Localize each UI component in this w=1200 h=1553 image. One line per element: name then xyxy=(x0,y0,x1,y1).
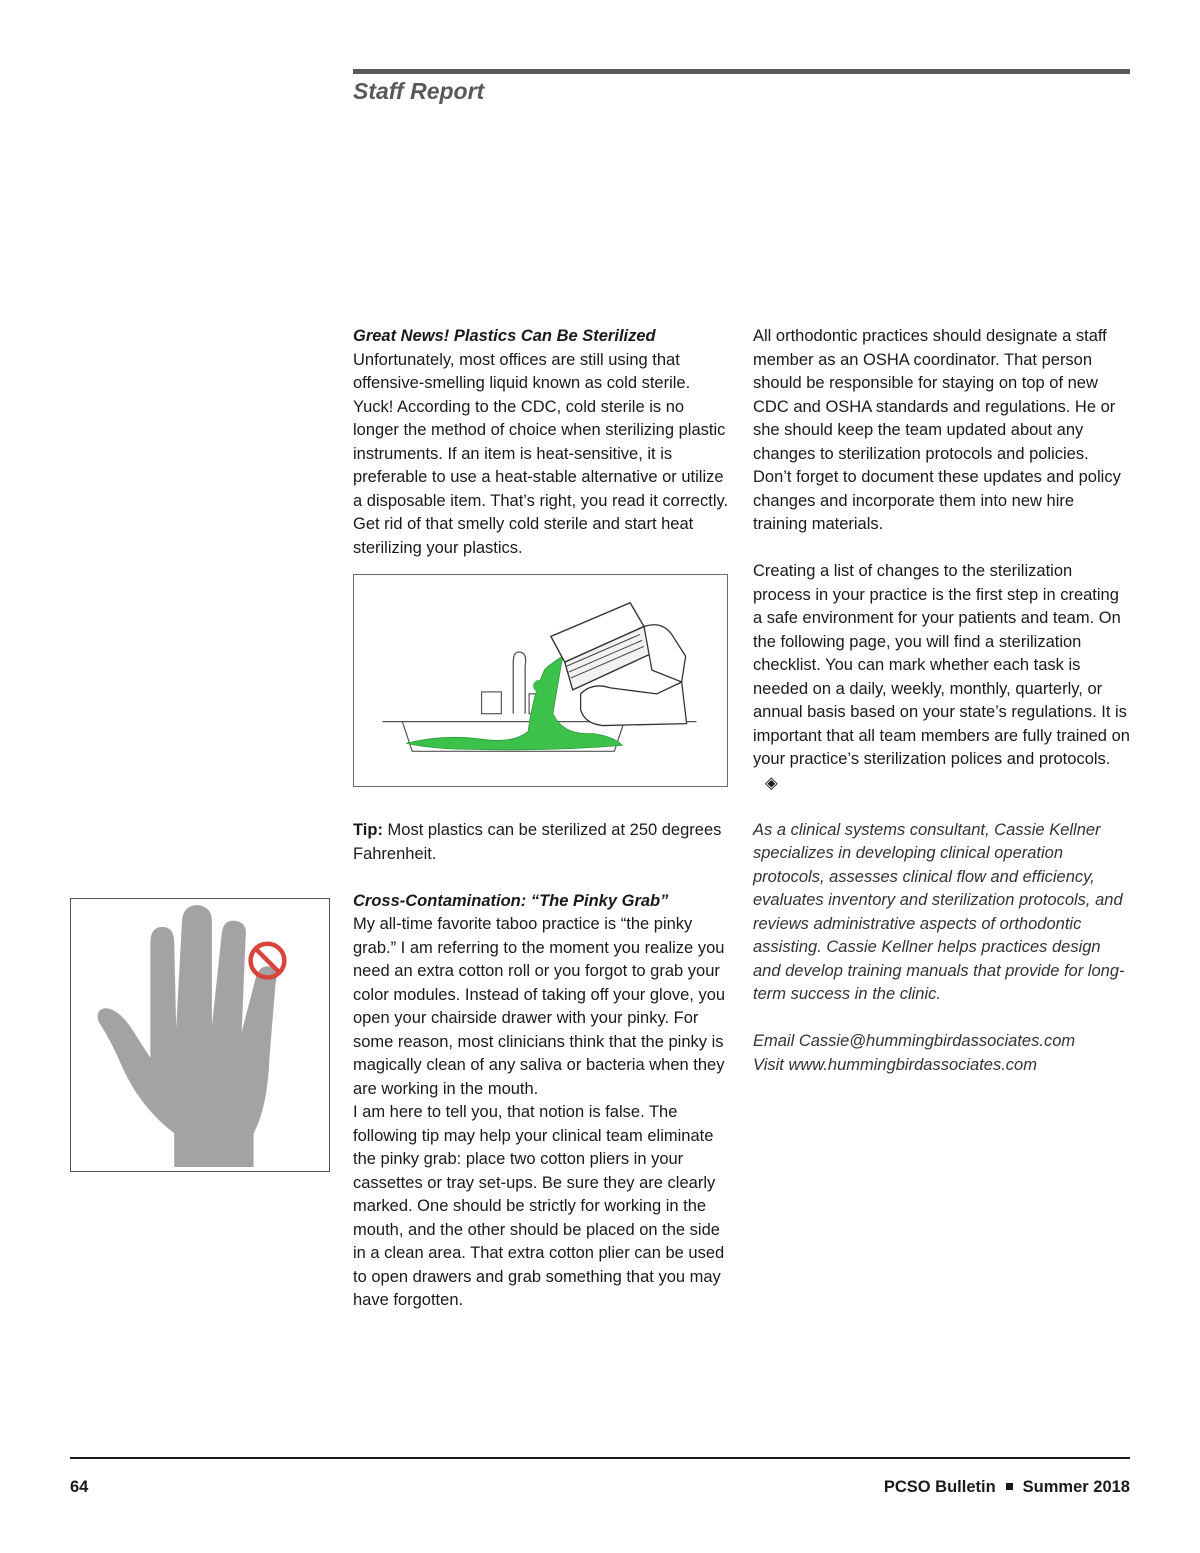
website-link[interactable]: www.hummingbirdassociates.com xyxy=(788,1055,1037,1074)
heading-pinky-grab: Cross-Contamination: “The Pinky Grab” xyxy=(353,891,669,910)
header-rule xyxy=(353,69,1130,74)
publication-info xyxy=(884,1478,1130,1497)
sink-pour-image xyxy=(354,575,727,786)
tip-label: Tip: xyxy=(353,821,383,839)
paragraph-checklist-text: Creating a list of changes to the sterilization process in your practice is the first step in creating a safe environment for your patients and team. On the following page, you will find a sterilization checklist. You can mark whether each task is needed on a daily, weekly, monthly, quarterly, or annual basis based on your state’s regulations. It is important that all team members are fully trained on your practice’s sterilization polices and protocols. xyxy=(753,562,1130,768)
contact-email xyxy=(753,1030,1131,1054)
email-link[interactable]: Cassie@hummingbirdassociates.com xyxy=(798,1032,1076,1050)
sink-illustration xyxy=(353,574,728,787)
pinky-hand-illustration xyxy=(70,898,330,1172)
end-mark-icon: ◈ xyxy=(765,773,778,792)
paragraph-pinky-2: I am here to tell you, that notion is false. The following tip may help your clinical team eliminate the pinky grab: place two cotton pliers in your cassettes or tray set-ups. Be sure they are clearly marked. One should be strictly for working in the mouth, and the other should be placed on the side in a clean area. That extra cotton plier can be used to open drawers and grab something that you may have forgotten. xyxy=(353,1103,725,1309)
right-column xyxy=(753,325,1131,1077)
tip-paragraph xyxy=(353,819,730,866)
author-bio: As a clinical systems consultant, Cassie Kellner specializes in developing clinical operation protocols, assesses clinical flow and efficiency, evaluates inventory and sterilization protocols, and reviews administrative aspects of orthodontic assisting. Cassie Kellner helps practices design and develop training manuals that provide for long-term success in the clinic. xyxy=(753,820,1125,1003)
email-label: Email xyxy=(753,1032,799,1050)
separator-icon xyxy=(1006,1483,1013,1490)
visit-label: Visit xyxy=(753,1055,789,1074)
paragraph-checklist xyxy=(753,560,1131,795)
paragraph-osha: All orthodontic practices should designate a staff member as an OSHA coordinator. That person should be responsible for staying on top of new CDC and OSHA standards and regulations. He or she should keep the team updated about any changes to sterilization protocols and policies. Don’t forget to document these updates and policy changes and incorporate them into new hire training materials. xyxy=(753,327,1121,533)
issue-date: Summer 2018 xyxy=(1022,1478,1130,1496)
heading-plastics: Great News! Plastics Can Be Sterilized xyxy=(353,327,656,345)
hand-prohibited-icon xyxy=(71,899,329,1171)
paragraph-plastics: Unfortunately, most offices are still using that offensive-smelling liquid known as cold sterile. Yuck! According to the CDC, cold sterile is no longer the method of choice when sterilizing plastic instruments. If an item is heat-sensitive, it is preferable to use a heat-stable alternative or utilize a disposable item. That’s right, you read it correctly. Get rid of that smelly cold sterile and start heat sterilizing your plastics. xyxy=(353,350,729,557)
footer-rule xyxy=(70,1457,1130,1459)
tip-text: Most plastics can be sterilized at 250 degrees Fahrenheit. xyxy=(353,821,722,863)
contact-website xyxy=(753,1054,1131,1078)
publication-name: PCSO Bulletin xyxy=(883,1478,996,1496)
left-column xyxy=(353,325,730,1313)
paragraph-pinky-1: My all-time favorite taboo practice is “the pinky grab.” I am referring to the moment you realize you need an extra cotton roll or you forgot to grab your color modules. Instead of taking off your glove, you open your chairside drawer with your pinky. For some reason, most clinicians think that the pinky is magically clean of any saliva or bacteria when they are working in the mouth. xyxy=(353,915,726,1098)
page-number: 64 xyxy=(70,1478,89,1496)
section-title: Staff Report xyxy=(353,78,485,104)
